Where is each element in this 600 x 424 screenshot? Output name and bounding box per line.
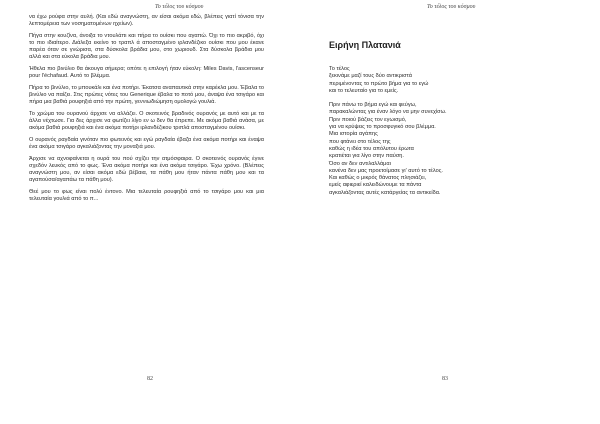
paragraph: Το χρώμα του ουρανού άρχισε να αλλάζει. Ο σκοτεινός βραδινός ουρανός με αυτό και με τα άλλα νέχτωσε. Για δες άρχισε να φωτίζει λίγο εν ω δεν θα έπρεπε. Με ακόμα βαθιά ανάσα, με ακόμα βαθιά ρουφηξιά και ένα ακόμα ποτήρι ιρλανδέζικου τριπλά αποσταγμένου ουίσκι. (29, 110, 264, 132)
paragraph: Άρχισε να αχνοφαίνεται η ουρά του πού σχίζει την ατμόσφαιρα. Ο σκοτεινός ουρανός έγινε σχεδόν λευκός από το φως. Ένα ακόμα ποτήρι και ένα ακόμα τσιγάρο. Έχω χρόνο. (Βλέπεις αναγνώστη μου, αν είσαι ακόμα εδώ βέβαια, τα πάθη μου ήταν πάντα πάθη μου και τα αγαπούσα/αγαπάω τα πάθη μου). (29, 155, 264, 184)
poem-line: ξεκινάμε μαζί τους δύο αντικριστά (329, 73, 412, 80)
poem (329, 66, 549, 204)
poem-line: Πριν ποιού βάζεις τον εγωισμό, (329, 116, 407, 123)
poem-line: για να κρύψεις το προσφυγικό σου βλέμμα. (329, 124, 436, 131)
poem-line: αγκαλιάζοντας αυτές κατάργείας τα αντικείδα. (329, 189, 441, 196)
stanza (329, 102, 549, 197)
running-header: Το τέλος του κόσμου (155, 4, 204, 10)
paragraph: Ήθελα πιο βινύλιο θα άκουγα σήμερα; οπότε η επιλογή ήταν εύκολη: Miles Davis, l'ascenseur pour l'échafaud. Αυτό το βλέμμα. (29, 66, 264, 80)
poem-line: εμείς αφιεριεί καλειδώνουμε τα πάντα (329, 182, 422, 189)
poem-line: παρακαλώντας για έναν λόγο να μην συνεχίσω. (329, 109, 447, 116)
poem-line: Και καθώς ο μικρός θάνατος πλησιάζει, (329, 175, 427, 182)
paragraph: Ο ουρανός ραγδαία γινόταν πιο φωτεινός και εγώ ραγδαία έβαζα ένα ακόμα ποτήρι και έναψα ένα ακόμα τσιγάρο αγκαλιάζοντας την μοναξιά μου. (29, 136, 264, 150)
paragraph: Πήρα το βινύλιο, το μπουκάλι και ένα ποτήρι. Έκατσα αναπαυτικά στην καρέκλα μου. Έβαλα το βινύλιο να παίζει. Στις πρώτες νότες του Generique έβαλα το ποτό μου, άναψα ένα τσιγάρο και πήρα μια βαθιά ρουφηξιά από την πρώτη, γεννιωδιώμηση ομολογώ γουλιά. (29, 84, 264, 106)
poem-line: και το τελευταίο για το εμείς. (329, 87, 399, 94)
poem-line: Μια ιστορία αγάπης (329, 131, 378, 138)
poem-line: κρατιέται για λίγο στην παύση. (329, 153, 404, 160)
poem-line: περιμένοντας το πρώτο βήμα για το εγώ (329, 80, 429, 87)
poem-line: Όσο αν δεν αντιλαλλάμαι (329, 160, 391, 167)
poem-line: που φτάνει στο τέλος της (329, 138, 391, 145)
stanza (329, 66, 549, 95)
poem-line: Πριν πάνω το βήμα εγώ και φεύγω, (329, 102, 417, 109)
poem-line: κανένα δεν μας προετοίμασε γι' αυτό το τέλος. (329, 167, 443, 174)
poem-author-title: Ειρήνη Πλατανιά (329, 40, 401, 50)
page-number: 83 (442, 376, 448, 382)
right-page (300, 0, 600, 424)
poem-line: Το τέλος (329, 66, 350, 72)
page-number: 82 (147, 376, 153, 382)
paragraph: να έχω ρούφα στην αυλή. (Και εδώ αναγνώστη, αν είσαι ακόμα εδώ, βλέπεις γιατί τόνισα την λεπτομέρεια των νοσηματομένων ηχείων). (29, 14, 264, 28)
poem-line: καθώς η ιδέα του απόλυτου έρωτα (329, 145, 414, 152)
paragraph: Πήγα στην κουζίνα, άνοιξα το ντουλάπι και πήρα το ουίσκι που αγαπώ. Όχι το πιο ακριβό, όχι το πιο ιδιαίτερο. Διάλεξα εκείνο το τραπλ ά αποσταγμένο ιρλανδέζικο ουίσκι που μου έκανε παρέα όταν σε γνώρισα, στα δύσκολα βράδια μου, στο χωριουδ. Στα δύσκολα βράδια μου αλλά και στα εύκολα βράδια μου. (29, 32, 264, 61)
paragraph: Θεέ μου το φως είναι πολύ έντονο. Μια τελευταία ρουφηξιά από το τσιγάρο μου και μια τελευταία γουλιά από το π... (29, 188, 264, 202)
story-text (29, 14, 264, 208)
running-header: Το τέλος του κόσμου (427, 4, 476, 10)
